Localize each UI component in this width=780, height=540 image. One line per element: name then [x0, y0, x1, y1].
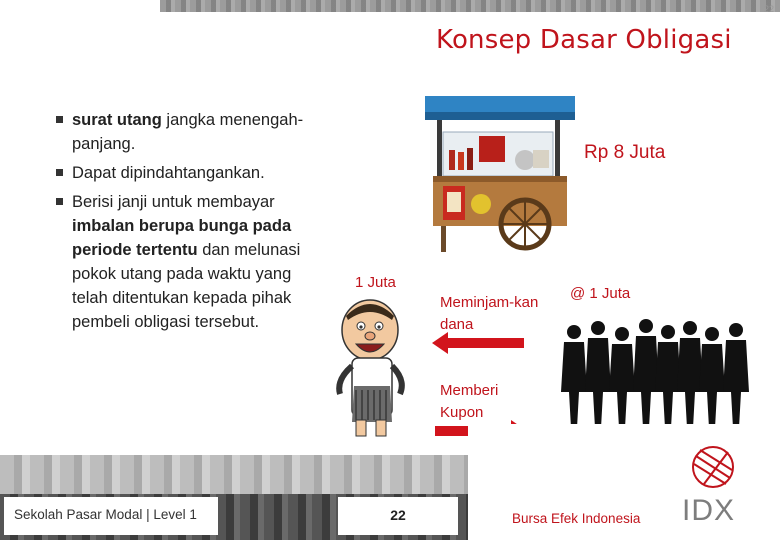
price-label: Rp 8 Juta	[584, 142, 666, 163]
page-number-top: 22	[763, 4, 774, 14]
food-cart-illustration	[415, 92, 585, 262]
bullet-text: dan melunasi pokok utang pada waktu yang telah ditentukan kepada pihak pembeli obligasi tersebut.	[72, 241, 301, 331]
investor-amount-label: @ 1 Juta	[570, 285, 631, 302]
bullet-item	[52, 190, 314, 334]
bullet-item	[52, 108, 314, 156]
header-photo-strip	[160, 0, 780, 12]
bullet-text: Berisi janji untuk membayar	[72, 193, 275, 211]
bullet-text: Dapat dipindahtangankan.	[72, 164, 265, 182]
arrow-left-icon	[432, 332, 524, 354]
bullet-bold-text: surat utang	[72, 111, 162, 129]
footer-page-number: 22	[338, 497, 458, 535]
bullet-list	[52, 108, 314, 339]
bullet-text: jangka menengah-panjang.	[72, 111, 304, 153]
org-name: Bursa Efek Indonesia	[512, 511, 641, 526]
crowd-silhouette	[560, 318, 760, 430]
bullet-item	[52, 161, 314, 185]
bullet-bold-text: imbalan berupa bunga pada periode tertentu	[72, 217, 292, 259]
issuer-amount-label: 1 Juta	[355, 274, 396, 291]
coupon-label: Memberi Kupon	[440, 382, 499, 421]
cartoon-man-illustration	[326, 290, 416, 440]
idx-globe-logo	[680, 442, 746, 492]
borrow-label: Meminjam-kan dana	[440, 294, 539, 333]
slide-title: Konsep Dasar Obligasi	[436, 25, 732, 55]
footer-left-text: Sekolah Pasar Modal | Level 1	[4, 497, 218, 535]
idx-logo-text: IDX	[682, 494, 736, 527]
